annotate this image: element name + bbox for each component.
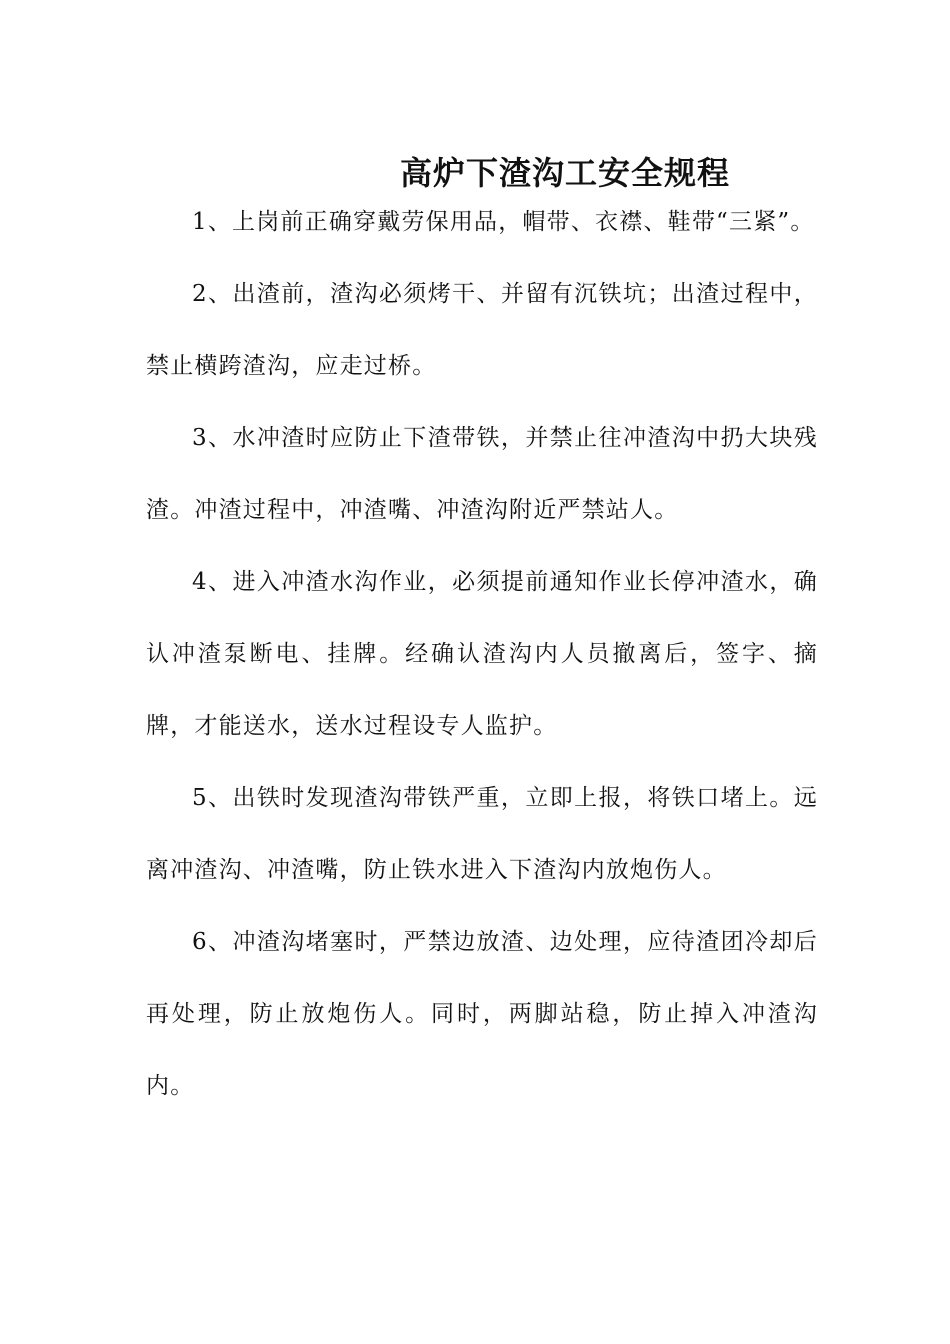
rule-paragraph-1: 1、上岗前正确穿戴劳保用品，帽带、衣襟、鞋带“三紧”。 <box>192 209 815 235</box>
rule-paragraph-3: 3、水冲渣时应防止下渣带铁，并禁止往冲渣沟中扔大块残渣。冲渣过程中，冲渣嘴、冲渣沟附近严禁站人。 <box>146 425 818 523</box>
rule-paragraph-4: 4、进入冲渣水沟作业，必须提前通知作业长停冲渣水，确认冲渣泵断电、挂牌。经确认渣沟内人员撤离后，签字、摘牌，才能送水，送水过程设专人监护。 <box>146 569 818 739</box>
rule-paragraph-5: 5、出铁时发现渣沟带铁严重，立即上报，将铁口堵上。远离冲渣沟、冲渣嘴，防止铁水进入下渣沟内放炮伤人。 <box>146 785 818 883</box>
rule-paragraph-6: 6、冲渣沟堵塞时，严禁边放渣、边处理，应待渣团冷却后再处理，防止放炮伤人。同时，两脚站稳，防止掉入冲渣沟内。 <box>146 929 818 1099</box>
document-title: 高炉下渣沟工安全规程 <box>400 154 731 193</box>
document-body <box>146 186 818 1122</box>
rule-paragraph-2: 2、出渣前，渣沟必须烤干、并留有沉铁坑；出渣过程中，禁止横跨渣沟，应走过桥。 <box>146 281 818 379</box>
